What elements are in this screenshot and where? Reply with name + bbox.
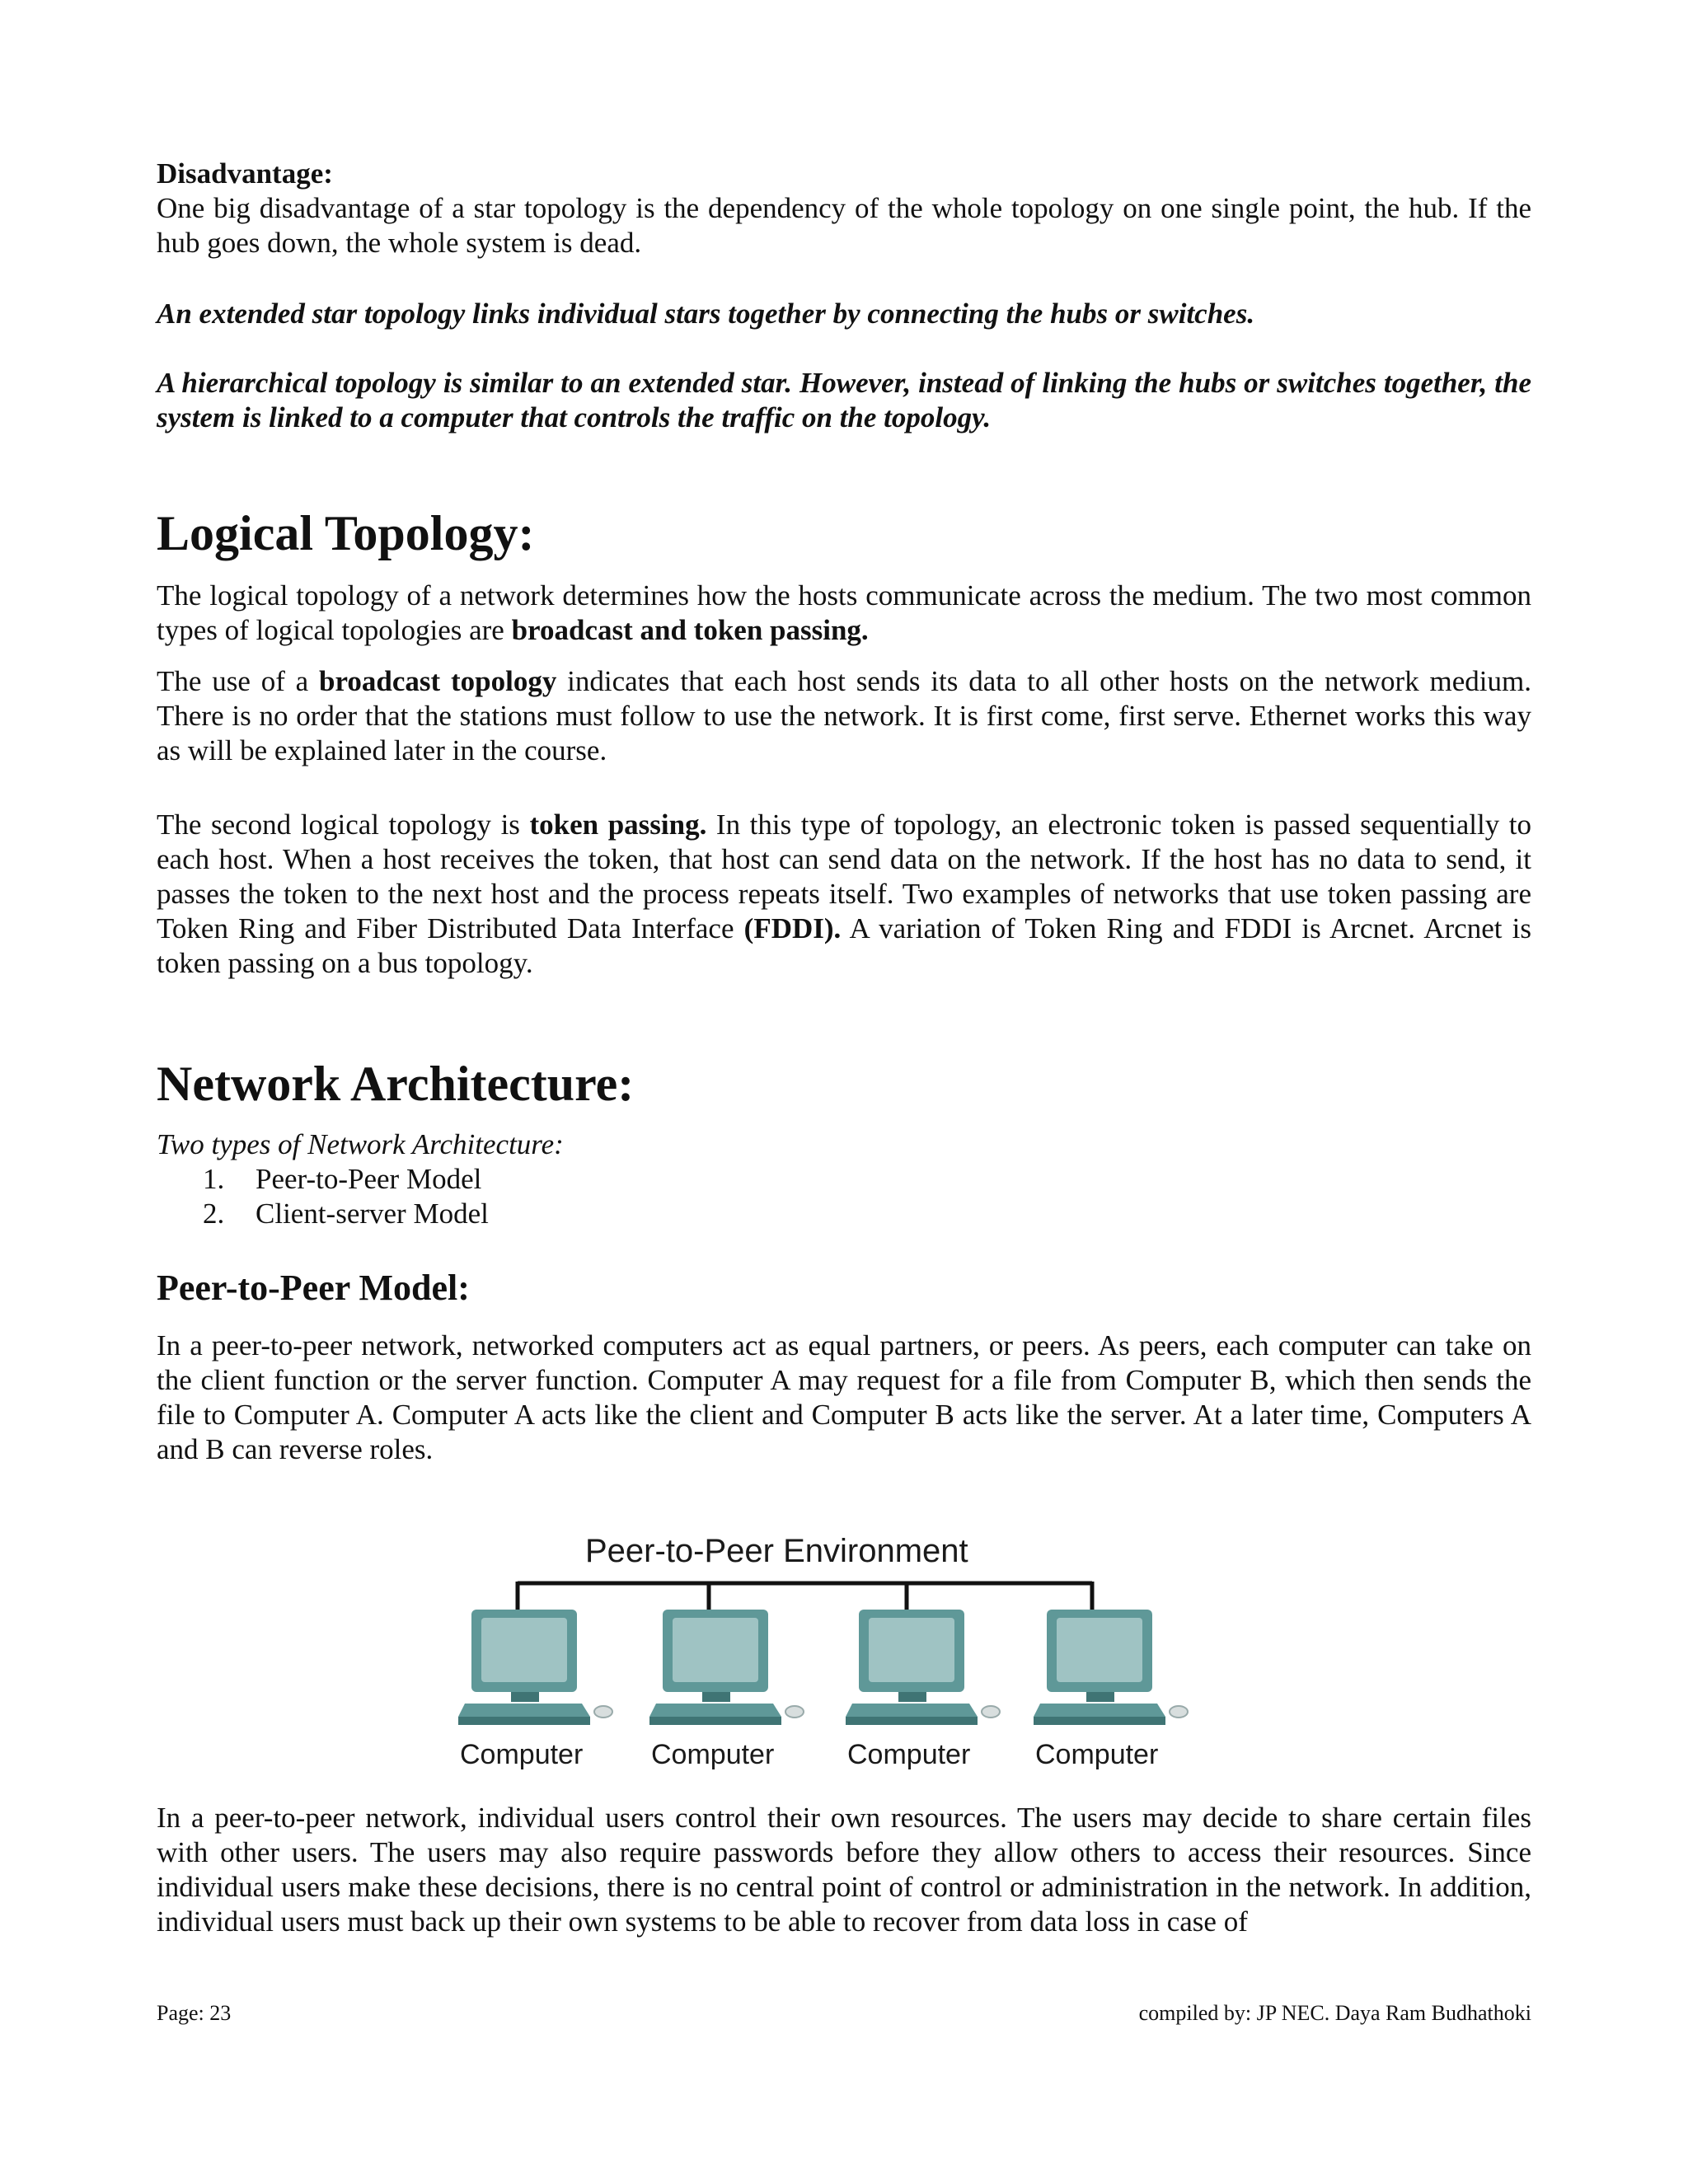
network-architecture-heading: Network Architecture: [157,1057,635,1111]
architecture-list [157,1162,489,1231]
computer-label: Computer [847,1739,971,1770]
peer-model-heading: Peer-to-Peer Model: [157,1268,470,1308]
peer-model-paragraph-2: In a peer-to-peer network, individual users control their own resources. The users may decide to share certain files with other users. The users may also require passwords before they allow others to access their resources. Since individual users make these decisions, there is no central point of control or administration in the network. In addition, individual users must back up their own systems to be able to recover from data loss in case of [157,1802,1531,1938]
peer-model-paragraph-1: In a peer-to-peer network, networked computers act as equal partners, or peers. As peers, each computer can take on the client function or the server function. Computer A may request for a file from Computer B, which then sends the file to Computer A. Computer A acts like the client and Computer B acts like the server. At a later time, Computers A and B can reverse roles. [157,1329,1531,1465]
disadvantage-text: One big disadvantage of a star topology is the dependency of the whole topology on one single point, the hub. If the hub goes down, the whole system is dead. [157,192,1531,259]
text-run: indicates that each host sends its data to all other hosts on the network medium. There is no order that the stations must follow to use the network. It is first come, first serve. Ethernet works this way as will be explained later in the course. [157,665,1531,766]
footer-credit: compiled by: JP NEC. Daya Ram Budhathoki [1138,2001,1531,2025]
computer-icon [846,1610,1000,1725]
list-item [157,1162,489,1197]
list-label: Client-server Model [256,1197,489,1230]
text-run: The logical topology of a network determines how the hosts communicate across the medium. The two most common types of logical topologies are [157,579,1531,646]
list-number: 2. [203,1197,225,1230]
logical-topology-paragraph-3 [157,808,1531,981]
disadvantage-heading: Disadvantage: [157,157,333,190]
computer-icon [649,1610,804,1725]
architecture-intro: Two types of Network Architecture: [157,1128,564,1160]
computer-label: Computer [460,1739,584,1770]
text-run: A variation of Token Ring and FDDI is Arcnet. Arcnet is token passing on a bus topology. [157,912,1531,979]
extended-star-statement: An extended star topology links individual stars together by connecting the hubs or switches. [157,298,1255,330]
peer-to-peer-diagram [437,1529,1212,1784]
computers [458,1610,1188,1770]
list-item [157,1197,489,1231]
page-number: Page: 23 [157,2001,232,2025]
bold-run: token passing. [529,808,707,841]
list-label: Peer-to-Peer Model [256,1163,482,1195]
disadvantage-section [157,157,1531,260]
computer-icon [1034,1610,1188,1725]
text-run: The second logical topology is [157,808,530,841]
bold-run: broadcast and token passing. [511,614,869,646]
bold-run: broadcast topology [319,665,557,697]
text-run: In this type of topology, an electronic token is passed sequentially to each host. When a host receives the token, that host can send data on the network. If the host has no data to send, it passes the token to the next host and the process repeats itself. Two examples of networks that use token passing are Token Ring and Fiber Distributed Data Interface [157,808,1532,944]
logical-topology-heading: Logical Topology: [157,506,535,560]
text-run: The use of a [157,665,320,697]
list-number: 1. [203,1163,225,1195]
diagram-title: Peer-to-Peer Environment [585,1533,968,1569]
hierarchical-statement: A hierarchical topology is similar to an extended star. However, instead of linking the hubs or switches together, the system is linked to a computer that controls the traffic on the topology. [157,367,1531,434]
computer-label: Computer [1035,1739,1159,1770]
computer-label: Computer [651,1739,775,1770]
logical-topology-paragraph-1 [157,579,1531,648]
computer-icon [458,1610,612,1725]
logical-topology-paragraph-2 [157,664,1531,768]
bold-run: (FDDI). [743,912,842,944]
